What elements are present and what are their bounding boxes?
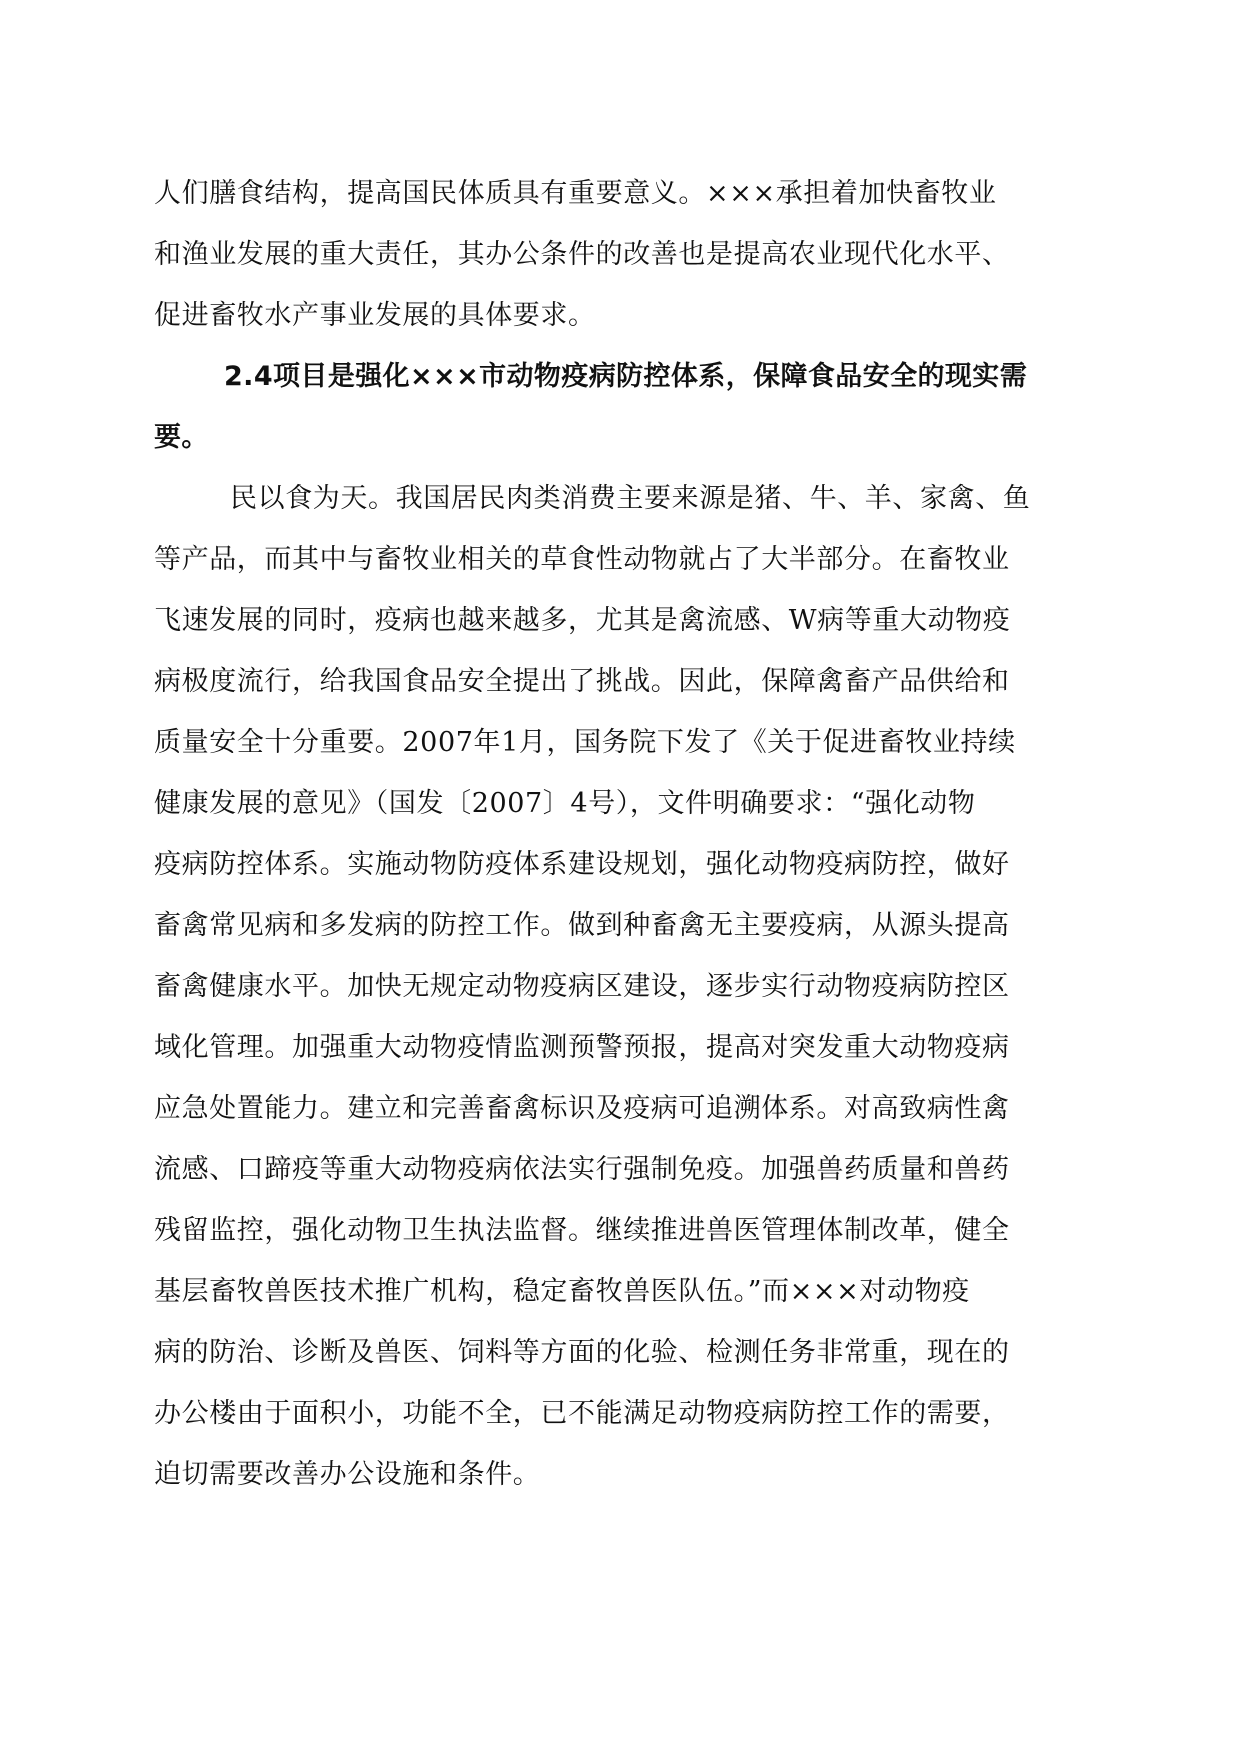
paragraph-1-line-2: 和渔业发展的重大责任，其办公条件的改善也是提高农业现代化水平、 — [154, 239, 1010, 270]
paragraph-2-line-8: 畜禽常见病和多发病的防控工作。做到种畜禽无主要疫病，从源头提高 — [154, 910, 1010, 941]
paragraph-2-line-7: 疫病防控体系。实施动物防疫体系建设规划，强化动物疫病防控，做好 — [154, 849, 1010, 880]
paragraph-2-line-13: 残留监控，强化动物卫生执法监督。继续推进兽医管理体制改革，健全 — [154, 1215, 1010, 1246]
paragraph-2-line-1: 民以食为天。我国居民肉类消费主要来源是猪、牛、羊、家禽、鱼 — [230, 483, 1031, 514]
paragraph-1-line-3: 促进畜牧水产事业发展的具体要求。 — [154, 300, 596, 331]
paragraph-2-line-17: 迫切需要改善办公设施和条件。 — [154, 1459, 541, 1490]
paragraph-2-line-9: 畜禽健康水平。加快无规定动物疫病区建设，逐步实行动物疫病防控区 — [154, 971, 1010, 1002]
paragraph-2-line-15: 病的防治、诊断及兽医、饲料等方面的化验、检测任务非常重，现在的 — [154, 1337, 1010, 1368]
paragraph-2-line-12: 流感、口蹄疫等重大动物疫病依法实行强制免疫。加强兽药质量和兽药 — [154, 1154, 1010, 1185]
paragraph-2-line-6: 健康发展的意见》（国发〔2007〕4号），文件明确要求：“强化动物 — [154, 788, 976, 819]
paragraph-2-line-5: 质量安全十分重要。2007年1月，国务院下发了《关于促进畜牧业持续 — [154, 727, 1016, 758]
paragraph-2-line-2: 等产品，而其中与畜牧业相关的草食性动物就占了大半部分。在畜牧业 — [154, 544, 1010, 575]
paragraph-2-line-14: 基层畜牧兽医技术推广机构，稳定畜牧兽医队伍。”而×××对动物疫 — [154, 1276, 970, 1307]
paragraph-2-line-16: 办公楼由于面积小，功能不全，已不能满足动物疫病防控工作的需要， — [154, 1398, 1010, 1429]
section-heading-line-1: 2.4项目是强化×××市动物疫病防控体系，保障食品安全的现实需 — [224, 361, 1028, 392]
paragraph-2-line-3: 飞速发展的同时，疫病也越来越多，尤其是禽流感、W病等重大动物疫 — [154, 605, 1011, 636]
paragraph-2-line-4: 病极度流行，给我国食品安全提出了挑战。因此，保障禽畜产品供给和 — [154, 666, 1010, 697]
paragraph-2-line-11: 应急处置能力。建立和完善畜禽标识及疫病可追溯体系。对高致病性禽 — [154, 1093, 1010, 1124]
paragraph-2-line-10: 域化管理。加强重大动物疫情监测预警预报，提高对突发重大动物疫病 — [154, 1032, 1010, 1063]
paragraph-1-line-1: 人们膳食结构，提高国民体质具有重要意义。×××承担着加快畜牧业 — [154, 178, 997, 209]
section-heading-line-2: 要。 — [154, 422, 209, 453]
